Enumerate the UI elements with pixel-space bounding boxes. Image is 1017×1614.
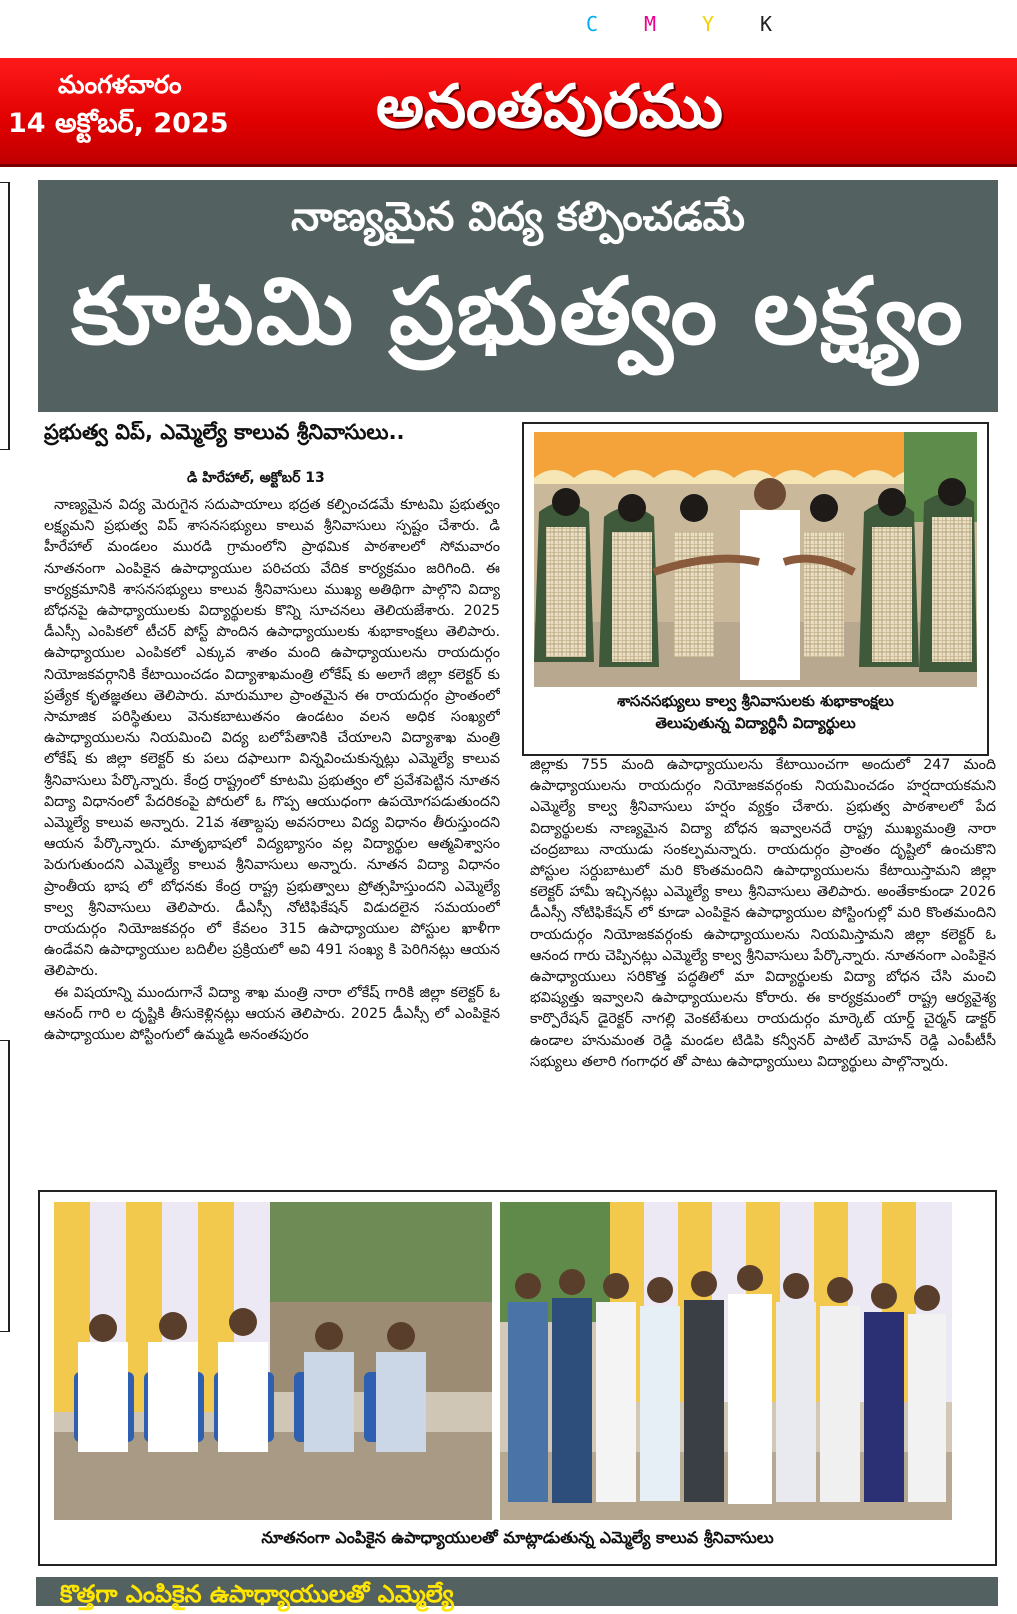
photo-seated-illustration	[54, 1202, 492, 1520]
yellow-mark: Y	[702, 12, 715, 36]
photo-group-illustration	[500, 1202, 952, 1520]
headline-band	[38, 180, 998, 412]
photo-caption	[534, 690, 977, 734]
left-margin-rule	[0, 182, 10, 450]
article-paragraph: జిల్లాకు 755 మంది ఉపాధ్యాయులను కేటాయించగా అందులో 247 మంది ఉపాధ్యాయులను రాయదుర్గం నియోజకవర్గంకు నియమించడం హర్షదాయకమని ఎమ్మెల్యే కాల్వ శ్రీనివాసులు హర్షం వ్యక్తం చేశారు. ప్రభుత్వ పాఠశాలలో పేద విద్యార్థులకు నాణ్యమైన విద్యా బోధన ఇవ్వాలనదే రాష్ట్ర ముఖ్యమంత్రి నారా చంద్రబాబు నాయుడు సంకల్పమన్నారు. రాయదుర్గం ప్రాంతం దృష్టిలో ఉంచుకొని పోస్టుల సర్దుబాటులో మరి కొంతమందిని ఉపాధ్యాయులను కేటాయిస్తామని జిల్లా కలెక్టర్ హామీ ఇచ్చినట్లు ఎమ్మెల్యే కాలు శ్రీనివాసులు తెలిపారు. అంతేకాకుండా 2026 డీఎస్సీ నోటిఫికేషన్ లో కూడా ఎంపికైన ఉపాధ్యాయుల పోస్టింగుల్లో మరి కొంతమందిని రాయదుర్గం నియోజకవర్గంకు ఉపాధ్యాయులను నియమిస్తామని జిల్లా కలెక్టర్ ఓ ఆనంద గారు చెప్పినట్లు ఎమ్మెల్యే కాల్వ శ్రీనివాసులు పేర్కొన్నారు. నూతనంగా ఎంపికైన ఉపాధ్యాయులు సరికొత్త పద్ధతిలో మా విద్యార్థులకు విద్యా బోధన చేసి మంచి భవిష్యత్తు ఇవ్వాలని ఉపాధ్యాయులను కోరారు. ఈ కార్యక్రమంలో రాష్ట్ర ఆర్యవైశ్య కార్పొరేషన్ డైరెక్టర్ నాగల్లి వెంకటేశులు రాయదుర్గం మార్కెట్ యార్డ్ చైర్మన్ డాక్టర్ ఉండాల హనుమంత రెడ్డి మండల టిడిపి కన్వీనర్ పాటిల్ మోహన్ రెడ్డి ఎంపీటీసీ సభ్యులు తలారి గంగాధర తో పాటు ఉపాధ్యాయులు విద్యార్థులు పాల్గొన్నారు.	[530, 757, 996, 1070]
next-headline-text: కొత్తగా ఎంపికైన ఉపాధ్యాయులతో ఎమ్మెల్యే	[60, 1580, 454, 1608]
masthead	[0, 58, 1017, 167]
cyan-mark: C	[586, 12, 599, 36]
article-column-right	[530, 755, 996, 1185]
masthead-day: మంగళవారం	[58, 70, 182, 99]
photo-caption-line: తెలుపుతున్న విద్యార్థినీ విద్యార్థులు	[655, 714, 856, 732]
article-paragraph: ఈ విషయాన్ని ముందుగానే విద్యా శాఖ మంత్రి నారా లోకేష్ గారికి జిల్లా కలెక్టర్ ఓ ఆనంద్ గారి ల దృష్టికి తీసుకెళ్లినట్లు ఆయన తెలిపారు. 2025 డీఎస్సీ లో ఎంపికైన ఉపాధ్యాయుల పోస్టింగులో ఉమ్మడి అనంతపురం	[44, 984, 500, 1044]
photo-caption-line: శాసనసభ్యులు కాల్వ శ్రీనివాసులకు శుభాకాంక్షలు	[617, 692, 894, 710]
headline-kicker: నాణ్యమైన విద్య కల్పించడమే	[291, 194, 745, 240]
magenta-mark: M	[644, 12, 657, 36]
article-subhead: ప్రభుత్వ విప్, ఎమ్మెల్యే కాలువ శ్రీనివాసులు..	[44, 420, 405, 444]
next-headline-band	[36, 1577, 998, 1606]
photo-students-greeting	[522, 422, 989, 756]
headline-main: కూటమి ప్రభుత్వం లక్ష్యం	[71, 258, 965, 365]
black-mark: K	[760, 12, 773, 36]
left-margin-bleed	[0, 620, 10, 920]
photo-image	[534, 432, 977, 687]
photo-caption: నూతనంగా ఎంపికైన ఉపాధ్యాయులతో మాట్లాడుతున్న ఎమ్మెల్యే కాలువ శ్రీనివాసులు	[261, 1528, 774, 1547]
article-column-left	[44, 495, 500, 1179]
photo-image-seated	[54, 1202, 492, 1520]
masthead-date: 14 అక్టోబర్, 2025	[8, 108, 229, 139]
print-color-marks	[586, 12, 786, 36]
left-margin-rule	[0, 1040, 10, 1332]
photo-students-illustration	[534, 432, 977, 687]
masthead-city-title: అనంతపురము	[376, 72, 723, 142]
article-paragraph: నాణ్యమైన విద్య మెరుగైన సదుపాయాలు భద్రత కల్పించడమే కూటమి ప్రభుత్వం లక్ష్యమని ప్రభుత్వ విప్ శాసనసభ్యులు కాలువ శ్రీనివాసులు స్పష్టం చేశారు. డి హీరేహాల్ మండలం మురడి గ్రామంలోని ప్రాథమిక పాఠశాలలో సోమవారం నూతనంగా ఎంపికైన ఉపాధ్యాయుల పరిచయ వేదిక కార్యక్రమం జరిగింది. ఈ కార్యక్రమానికి శాసనసభ్యులు కాలువ శ్రీనివాసులు ముఖ్య అతిథిగా పాల్గొని విద్యా బోధనపై ఉపాధ్యాయులకు విద్యార్థులకు కొన్ని సూచనలు తెలియజేశారు. 2025 డీఎస్సీ ఎంపికలో టీచర్ పోస్ట్ పొందిన ఉపాధ్యాయులకు శుభాకాంక్షలు తెలిపారు. ఉపాధ్యాయుల ఎంపికలో ఎక్కువ శాతం మంది ఉపాధ్యాయులను రాయదుర్గం నియోజకవర్గానికి కేటాయించడం విద్యాశాఖమంత్రి లోకేష్ కు అలాగే జిల్లా కలెక్టర్ కు ప్రత్యేక కృతజ్ఞతలు తెలిపారు. మారుమూల ప్రాంతమైన ఈ రాయదుర్గం ప్రాంతంలో సామాజిక పరిస్థితులు వెనుకబాటుతనం ఉండటం వలన అధిక సంఖ్యలో ఉపాధ్యాయులను నియమించి విద్య బలోపేతానికి చేయాలని విద్యాశాఖ మంత్రి లోకేష్ కు జిల్లా కలెక్టర్ కు పలు దఫాలుగా విన్నవించుకున్నట్లు ఎమ్మెల్యే కాలువ శ్రీనివాసులు పేర్కొన్నారు. కేంద్ర రాష్ట్రంలో కూటమి ప్రభుత్వం లో ప్రవేశపెట్టిన నూతన విద్యా విధానంలో పేదరికంపై పోరులో ఓ గొప్ప ఆయుధంగా ఉపయోగపడుతుందని ఎమ్మెల్యే కాలువ అన్నారు. 21వ శతాబ్దపు అవసరాలు విద్య విధానం తీరుస్తుందని ఆయన పేర్కొన్నారు. మాతృభాషలో విద్యభ్యాసం వల్ల విద్యార్థుల ఆత్మవిశ్వాసం పెరుగుతుందని ఎమ్మెల్యే కాలువ శ్రీనివాసులు అన్నారు. నూతన విద్యా విధానం ప్రాంతీయ భాష లో బోధనకు కేంద్ర రాష్ట్ర ప్రభుత్వాలు ప్రోత్సహిస్తుందని ఎమ్మెల్యే కాల్వ శ్రీనివాసులు తెలిపారు. డీఎస్సీ నోటిఫికేషన్ విడుదలైన సమయంలో రాయదుర్గం నియోజకవర్గం లో కేవలం 315 ఉపాధ్యాయుల పోస్టుల ఖాళీగా ఉండేవని ఉపాధ్యాయుల బదిలీల ప్రక్రియలో అవి 491 సంఖ్య కి పెరిగినట్లు ఆయన తెలిపారు.	[44, 497, 500, 980]
photo-teachers-meeting	[38, 1190, 997, 1566]
photo-image-group	[500, 1202, 952, 1520]
article-dateline: డి హిరేహాల్, అక్టోబర్ 13	[187, 470, 325, 486]
